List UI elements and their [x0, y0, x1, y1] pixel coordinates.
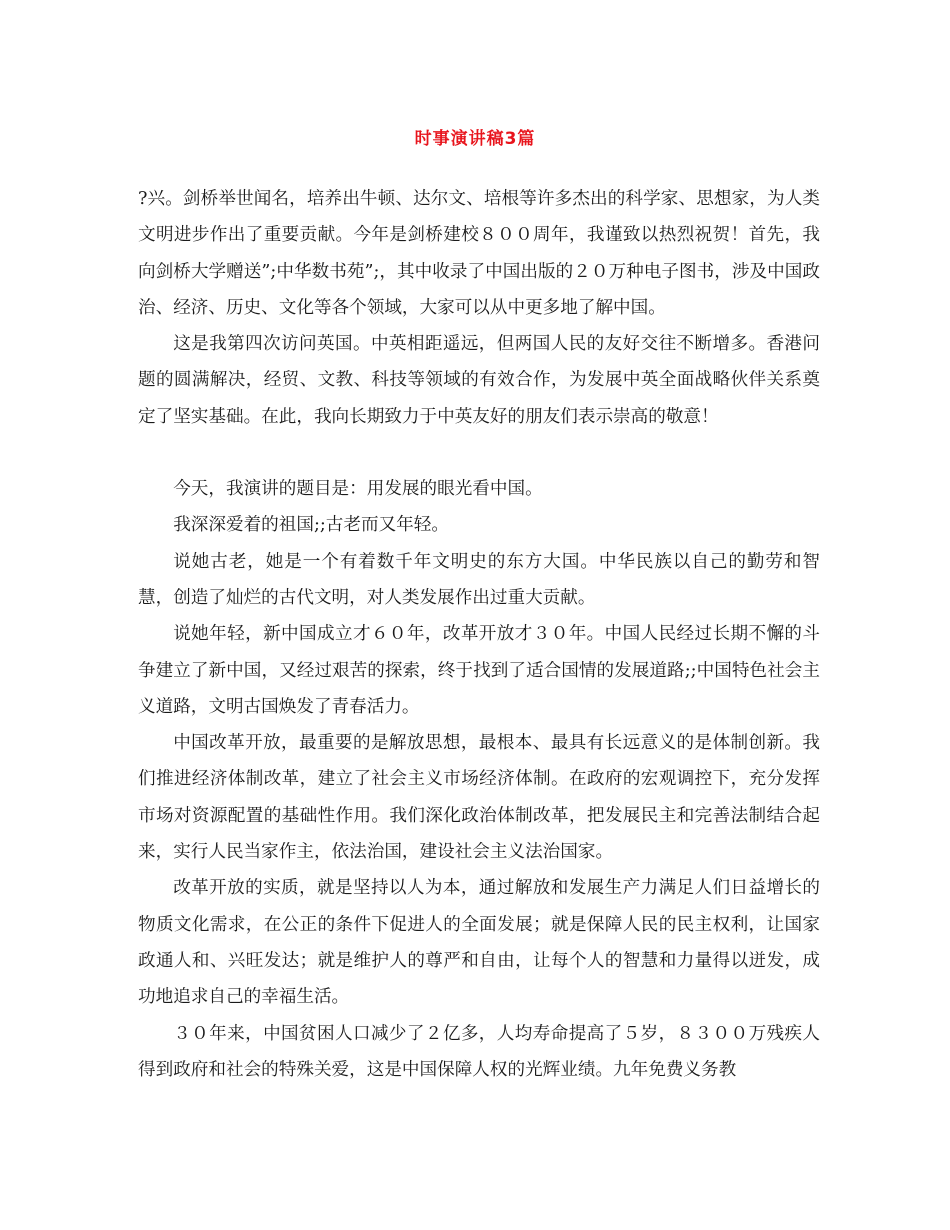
paragraph-6: 说她年轻，新中国成立才６０年，改革开放才３０年。中国人民经过长期不懈的斗争建立了新中国，又经过艰苦的探索，终于找到了适合国情的发展道路;;中国特色社会主义道路，文明古国焕发了青春活力。: [138, 624, 820, 717]
paragraph-7: 中国改革开放，最重要的是解放思想，最根本、最具有长远意义的是体制创新。我们推进经济体制改革，建立了社会主义市场经济体制。在政府的宏观调控下，充分发挥市场对资源配置的基础性作用。我们深化政治体制改革，把发展民主和完善法制结合起来，实行人民当家作主，依法治国，建设社会主义法治国家。: [138, 733, 820, 863]
paragraph-4: 我深深爱着的祖国;;古老而又年轻。: [173, 515, 449, 536]
paragraph-3: 今天，我演讲的题目是：用发展的眼光看中国。: [173, 479, 543, 500]
paragraph-1: ?兴。剑桥举世闻名，培养出牛顿、达尔文、培根等许多杰出的科学家、思想家，为人类文明进步作出了重要贡献。今年是剑桥建校８００周年，我谨致以热烈祝贺！首先，我向剑桥大学赠送”;中华数书苑”;，其中收录了中国出版的２０万种电子图书，涉及中国政治、经济、历史、文化等各个领域，大家可以从中更多地了解中国。: [138, 189, 820, 318]
paragraph-2: 这是我第四次访问英国。中英相距遥远，但两国人民的友好交往不断增多。香港问题的圆满解决，经贸、文教、科技等领域的有效合作，为发展中英全面战略伙伴关系奠定了坚实基础。在此，我向长期致力于中英友好的朋友们表示崇高的敬意！: [138, 334, 820, 427]
paragraph-5: 说她古老，她是一个有着数千年文明史的东方大国。中华民族以自己的勤劳和智慧，创造了灿烂的古代文明，对人类发展作出过重大贡献。: [138, 551, 820, 608]
paragraph-9: ３０年来，中国贫困人口减少了２亿多，人均寿命提高了５岁，８３００万残疾人得到政府和社会的特殊关爱，这是中国保障人权的光辉业绩。九年免费义务教: [138, 1023, 820, 1080]
paragraph-8: 改革开放的实质，就是坚持以人为本，通过解放和发展生产力满足人们日益增长的物质文化需求，在公正的条件下促进人的全面发展；就是保障人民的民主权利，让国家政通人和、兴旺发达；就是维护人的尊严和自由，让每个人的智慧和力量得以迸发，成功地追求自己的幸福生活。: [138, 878, 820, 1008]
document-body: [138, 181, 820, 1088]
document-title: 时事演讲稿3篇: [414, 129, 536, 149]
